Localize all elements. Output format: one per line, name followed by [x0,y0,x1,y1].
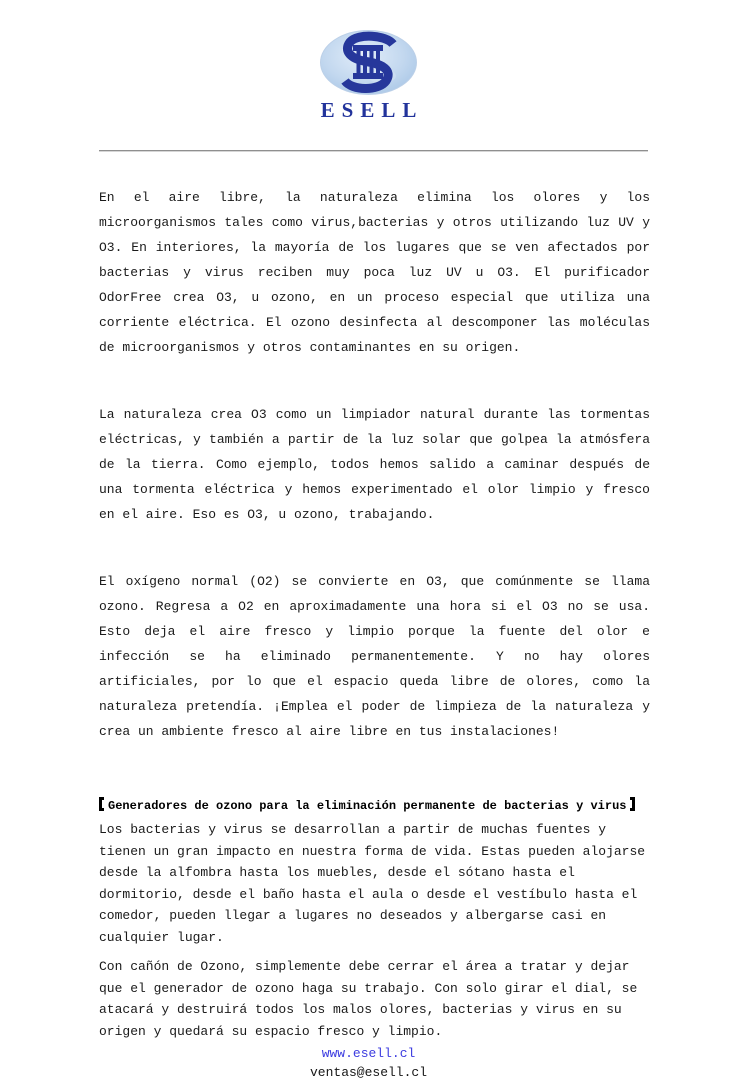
section-heading-text: Generadores de ozono para la eliminación permanente de bacterias y virus [108,799,627,813]
website-link[interactable]: www.esell.cl [321,1046,416,1061]
email-text: ventas@esell.cl [309,1065,428,1080]
brand-name: ESELL [320,98,424,122]
paragraph-outdoor-air: En el aire libre, la naturaleza elimina los olores y los microorganismos tales como virus,bacterias y otros utilizando luz UV y O3. En interiores, la mayoría de los lugares que se ven afectados por bacterias y virus reciben muy poca luz UV u O3. El purificador OdorFree crea O3, u ozono, en un proceso especial que utiliza una corriente eléctrica. El ozono desinfecta al descomponer las moléculas de microorganismos y otros contaminantes en su origen. [99,190,650,355]
paragraph-bacteria-sources: Los bacterias y virus se desarrollan a partir de muchas fuentes y tienen un gran impacto en nuestra forma de vida. Estas pueden alojarse desde la alfombra hasta los muebles, desde el sótano hasta el dormitorio, desde el baño hasta el aula o desde el vestíbulo hasta el comedor, pueden llegar a lugares no deseados y albergarse casi en cualquier lugar. [99,822,646,945]
bracket-right-icon [630,797,635,811]
bracket-left-icon [99,797,104,811]
company-logo [314,30,424,123]
paragraph-ozone-cannon: Con cañón de Ozono, simplemente debe cerrar el área a tratar y dejar que el generador de ozono haga su trabajo. Con solo girar el dial, se atacará y destruirá todos los malos olores, bacterias y virus en su origen y quedará su espacio fresco y limpio. [99,959,638,1039]
header-divider [99,150,648,152]
page-footer [0,1044,737,1082]
letterhead [0,0,737,152]
section-heading [99,794,650,819]
document-body [0,185,737,1042]
esell-monogram-icon [320,30,417,95]
paragraph-nature-creates-o3: La naturaleza crea O3 como un limpiador natural durante las tormentas eléctricas, y también a partir de la luz solar que golpea la atmósfera de la tierra. Como ejemplo, todos hemos salido a caminar después de una tormenta eléctrica y hemos experimentado el olor limpio y fresco en el aire. Eso es O3, u ozono, trabajando. [99,407,650,522]
paragraph-oxygen-conversion: El oxígeno normal (O2) se convierte en O3, que comúnmente se llama ozono. Regresa a O2 en aproximadamente una hora si el O3 no se usa. Esto deja el aire fresco y limpio porque la fuente del olor e infección se ha eliminado permanentemente. Y no hay olores artificiales, por lo que el espacio queda libre de olores, como la naturaleza pretendía. ¡Emplea el poder de limpieza de la naturaleza y crea un ambiente fresco al aire libre en tus instalaciones! [99,574,650,739]
